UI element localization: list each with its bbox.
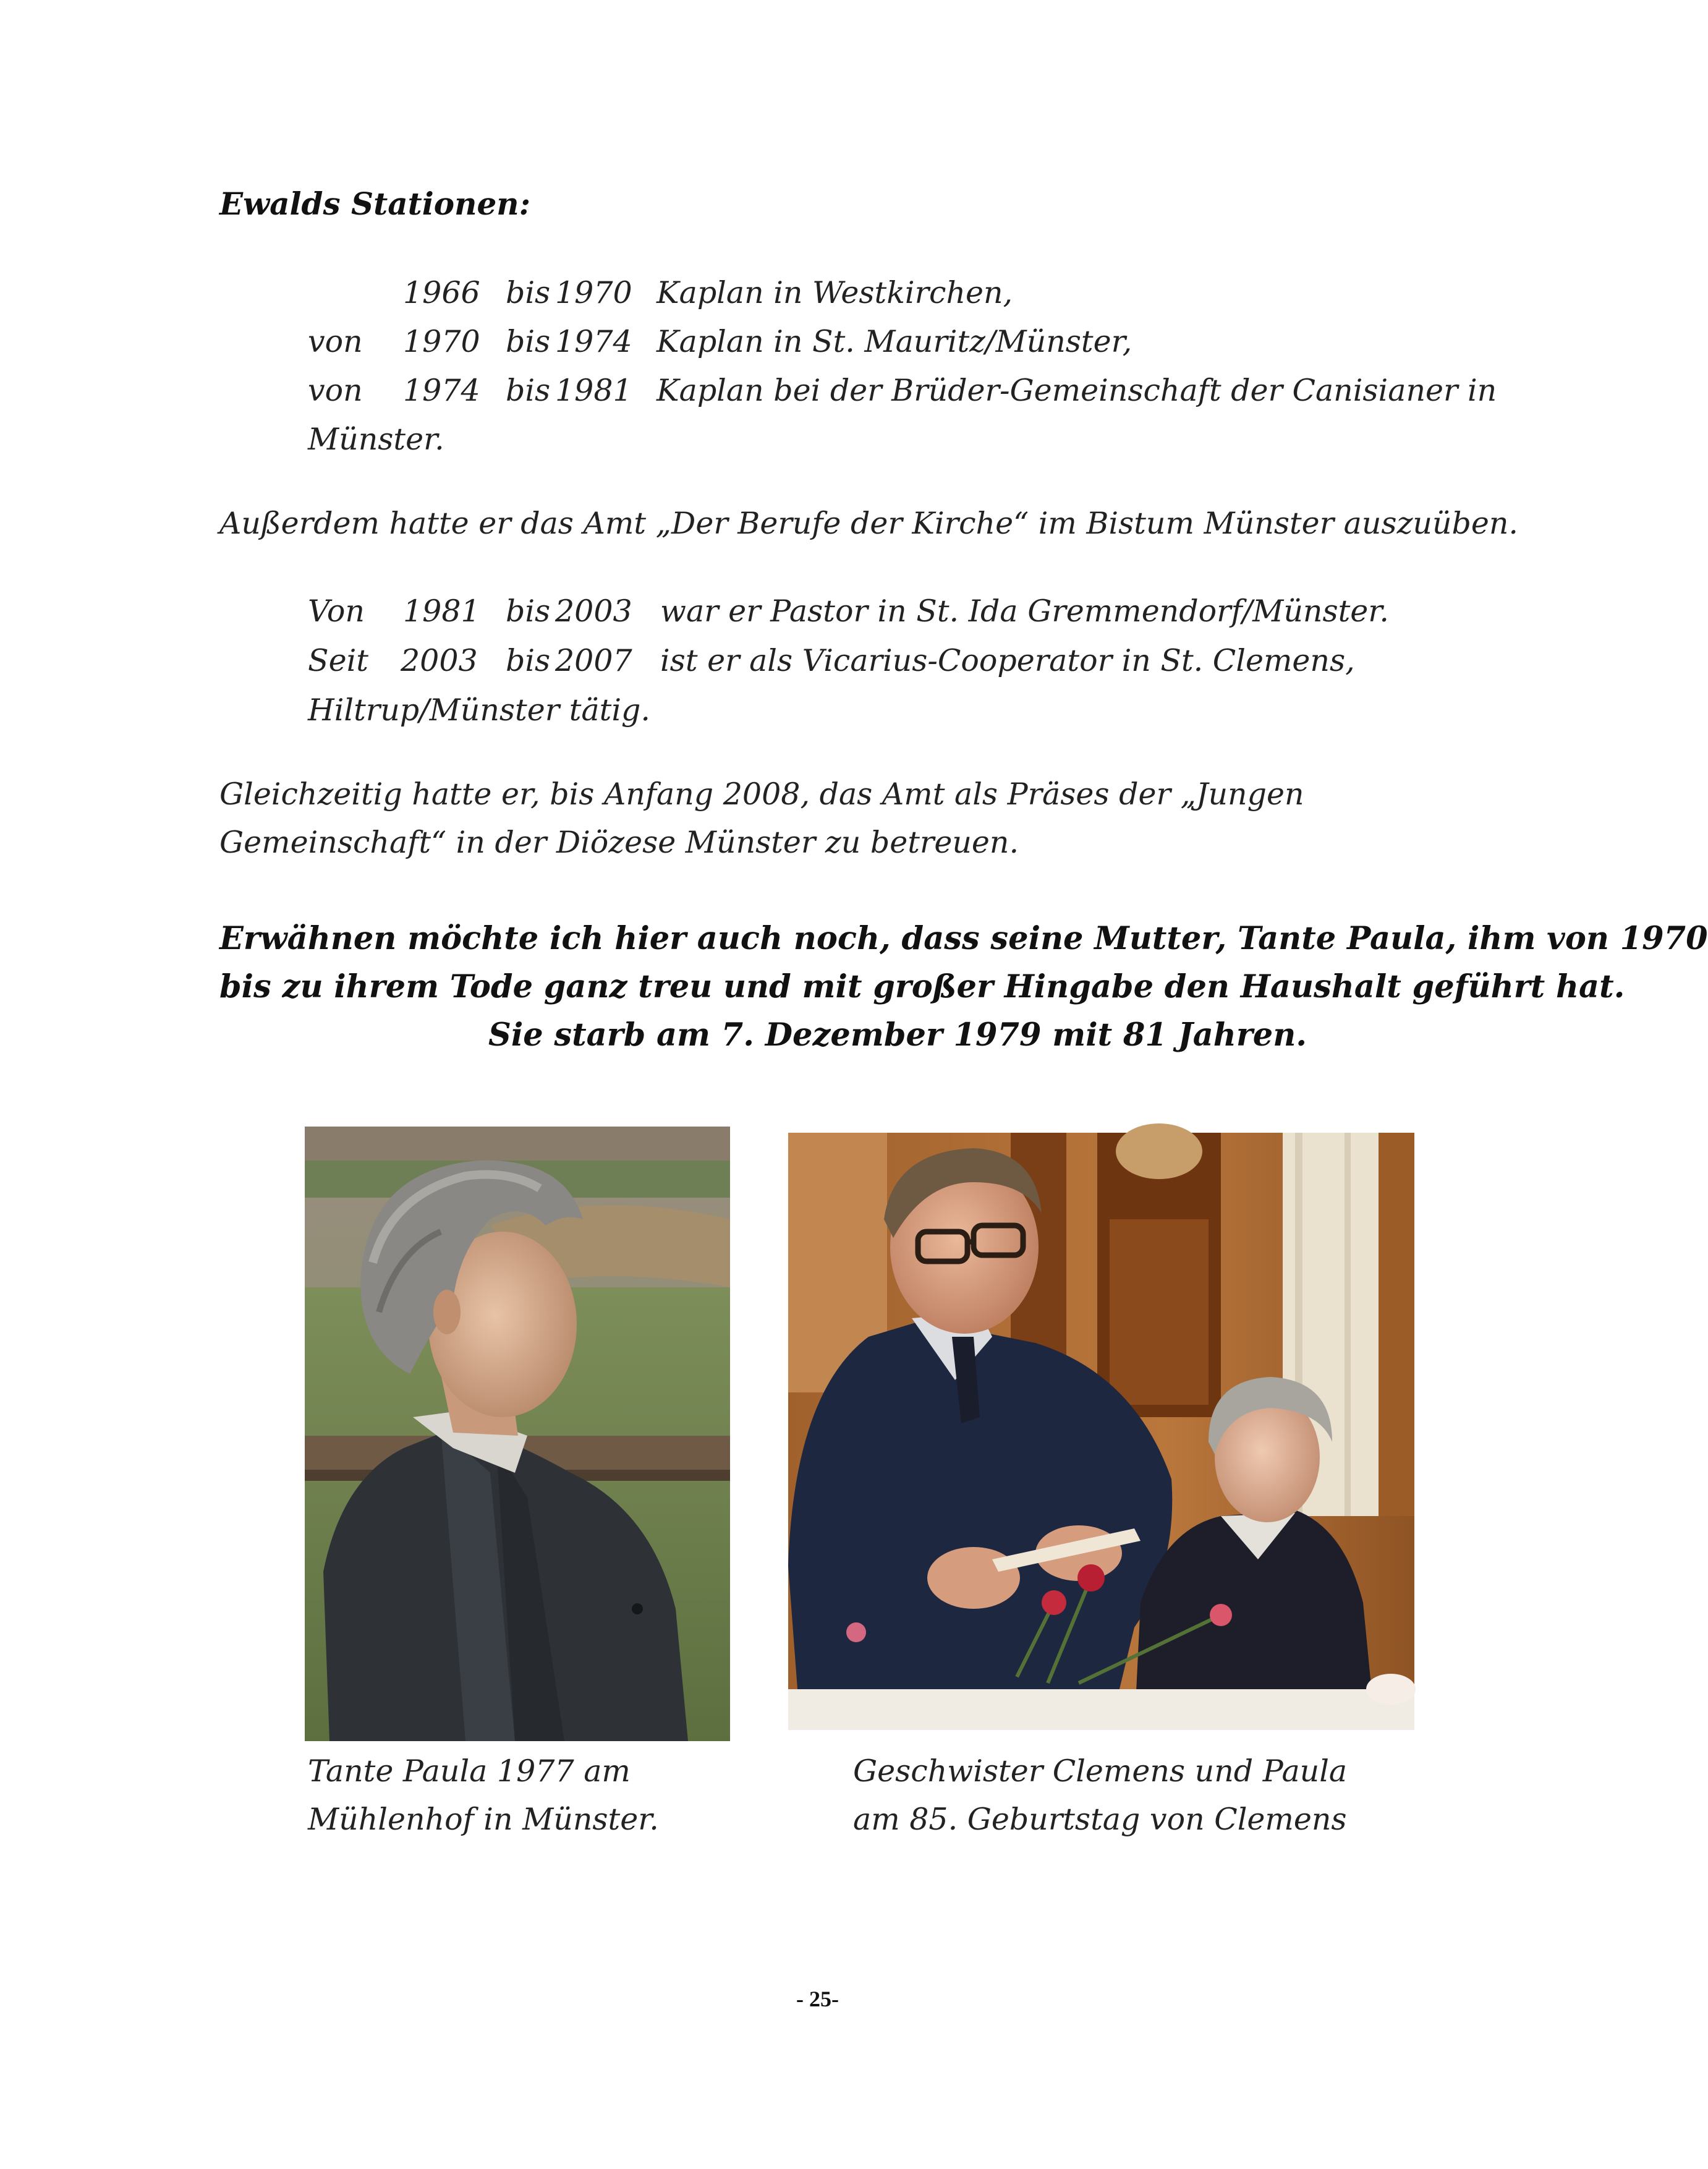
section-heading: Ewalds Stationen: xyxy=(219,185,531,222)
pastor-row xyxy=(0,594,1532,631)
bold-paragraph-line1: Erwähnen möchte ich hier auch noch, dass seine Mutter, Tante Paula, ihm von 1970 xyxy=(219,920,1708,957)
station-from: 1974 xyxy=(403,373,480,408)
photo-caption-line2: am 85. Geburtstag von Clemens xyxy=(853,1802,1347,1837)
pastor-prefix: Von xyxy=(308,594,365,629)
station-to: 1981 xyxy=(555,373,632,408)
station-text: Kaplan bei der Brüder-Gemeinschaft der Canisianer in xyxy=(656,373,1497,408)
photo-geschwister-image xyxy=(788,1133,1414,1730)
station-text: Kaplan in St. Mauritz/Münster, xyxy=(656,324,1132,359)
station-text: Kaplan in Westkirchen, xyxy=(656,275,1013,310)
station-row xyxy=(0,324,1532,361)
pastor-text: war er Pastor in St. Ida Gremmendorf/Münster. xyxy=(660,594,1389,629)
photo-caption-line1: Tante Paula 1977 am xyxy=(308,1754,631,1789)
station-sep: bis xyxy=(506,373,551,408)
station-from: 1966 xyxy=(403,275,480,310)
photo-caption-line2: Mühlenhof in Münster. xyxy=(308,1802,659,1837)
pastor-continuation: Hiltrup/Münster tätig. xyxy=(308,692,650,728)
station-sep: bis xyxy=(506,275,551,310)
station-prefix: von xyxy=(308,373,363,408)
station-to: 1970 xyxy=(555,275,632,310)
pastor-row xyxy=(0,643,1532,680)
paragraph-praeses-line1: Gleichzeitig hatte er, bis Anfang 2008, das Amt als Präses der „Jungen xyxy=(219,777,1304,812)
bold-paragraph-line2: bis zu ihrem Tode ganz treu und mit großer Hingabe den Haushalt geführt hat. xyxy=(219,968,1625,1005)
station-continuation: Münster. xyxy=(308,422,444,457)
station-from: 1970 xyxy=(403,324,480,359)
pastor-sep: bis xyxy=(506,643,551,678)
pastor-to: 2007 xyxy=(555,643,632,678)
station-sep: bis xyxy=(506,324,551,359)
pastor-prefix: Seit xyxy=(308,643,368,678)
photo-caption-line1: Geschwister Clemens und Paula xyxy=(853,1754,1348,1789)
pastor-sep: bis xyxy=(506,594,551,629)
bold-centered-line: Sie starb am 7. Dezember 1979 mit 81 Jahren. xyxy=(488,1016,1307,1054)
station-prefix: von xyxy=(308,324,363,359)
photo-tante-paula-image xyxy=(305,1127,730,1741)
pastor-from: 2003 xyxy=(401,643,478,678)
station-row xyxy=(0,373,1532,410)
pastor-to: 2003 xyxy=(555,594,632,629)
pastor-text: ist er als Vicarius-Cooperator in St. Clemens, xyxy=(660,643,1355,678)
photo-geschwister xyxy=(788,1133,1414,1730)
station-row xyxy=(0,275,1532,312)
paragraph-praeses-line2: Gemeinschaft“ in der Diözese Münster zu betreuen. xyxy=(219,825,1019,860)
pastor-from: 1981 xyxy=(403,594,480,629)
photo-tante-paula xyxy=(305,1127,730,1741)
paragraph-office: Außerdem hatte er das Amt „Der Berufe der Kirche“ im Bistum Münster auszuüben. xyxy=(219,506,1518,541)
station-to: 1974 xyxy=(555,324,632,359)
page-number: - 25- xyxy=(796,1987,839,2011)
